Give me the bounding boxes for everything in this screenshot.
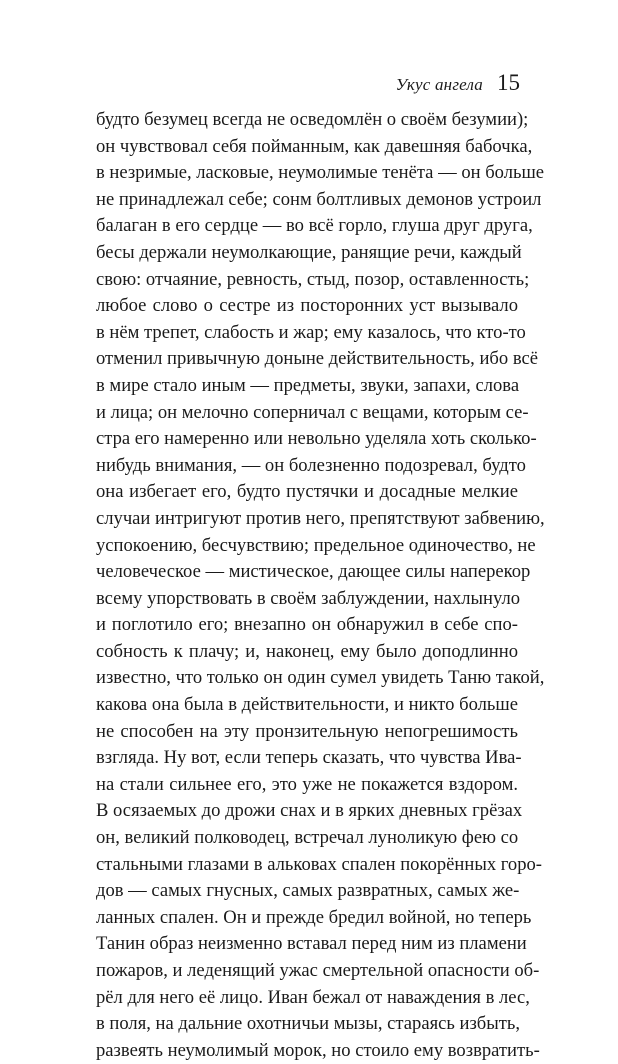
text-line: ланных спален. Он и прежде бредил войной, но теперь — [96, 906, 532, 928]
text-line: какова она была в действительности, и никто больше — [96, 694, 518, 716]
text-line: в незримые, ласковые, неумолимые тенёта — он больше — [96, 162, 545, 184]
text-line: собность к плачу; и, наконец, ему было доподлинно — [96, 640, 518, 662]
text-line: бесы держали неумолкающие, ранящие речи, каждый — [96, 241, 522, 263]
running-title: Укус ангела — [395, 75, 483, 94]
text-line: пожаров, и леденящий ужас смертельной опасности об- — [96, 960, 540, 981]
text-line: не способен на эту пронзительную непогрешимость — [96, 720, 518, 742]
text-line: всему упорствовать в своём заблуждении, нахлынуло — [96, 587, 521, 609]
text-line: в мире стало иным — предметы, звуки, запахи, слова — [96, 374, 520, 396]
text-line: и лица; он мелочно соперничал с вещами, которым се- — [96, 401, 529, 423]
text-line: в нём трепет, слабость и жар; ему казалось, что кто-то — [96, 321, 526, 343]
text-line: не принадлежал себе; сонм болтливых демонов устроил — [96, 188, 542, 210]
text-line: человеческое — мистическое, дающее силы наперекор — [96, 561, 531, 583]
text-line: стра его намеренно или невольно уделяла хоть сколько- — [96, 428, 537, 450]
text-line: он чувствовал себя пойманным, как давешняя бабочка, — [96, 135, 533, 157]
text-line: он, великий полководец, встречал луноликую фею со — [96, 827, 519, 849]
text-line: будто безумец всегда не осведомлён о своём безумии); — [96, 109, 529, 130]
running-head — [396, 70, 520, 96]
text-line: стальными глазами в альковах спален покорённых горо- — [96, 853, 543, 875]
text-line: Танин образ неизменно вставал перед ним из пламени — [96, 933, 527, 955]
text-line: взгляда. Ну вот, если теперь сказать, что чувства Ива- — [96, 747, 522, 769]
text-line: свою: отчаяние, ревность, стыд, позор, оставленность; — [96, 268, 530, 290]
text-line: рёл для него её лицо. Иван бежал от наваждения в лес, — [96, 986, 530, 1008]
text-line: успокоению, бесчувствию; предельное одиночество, не — [96, 534, 536, 556]
text-line: случаи интригуют против него, препятствуют забвению, — [96, 507, 545, 529]
text-line: на стали сильнее его, это уже не покажется вздором. — [96, 773, 518, 795]
body-text — [96, 107, 545, 1064]
text-line: любое слово о сестре из посторонних уст вызывало — [96, 295, 518, 317]
page-number: 15 — [497, 70, 520, 95]
text-line: в поля, на дальние охотничьи мызы, стараясь избыть, — [96, 1013, 521, 1035]
text-line: балаган в его сердце — во всё горло, глуша друг друга, — [96, 215, 533, 237]
text-line: известно, что только он один сумел увидеть Таню такой, — [96, 667, 545, 689]
text-line: развеять неумолимый морок, но стоило ему возвратить- — [96, 1039, 540, 1061]
text-line: отменил привычную донынe действительность, ибо всё — [96, 348, 538, 370]
text-line: нибудь внимания, — он болезненно подозревал, будто — [96, 454, 526, 476]
text-line: она избегает его, будто пустячки и досадные мелкие — [96, 481, 518, 503]
text-line: и поглотило его; внезапно он обнаружил в себе спо- — [96, 614, 518, 636]
text-line: дов — самых гнусных, самых развратных, самых же- — [96, 880, 520, 902]
text-line: В осязаемых до дрожи снах и в ярких дневных грёзах — [96, 800, 523, 822]
